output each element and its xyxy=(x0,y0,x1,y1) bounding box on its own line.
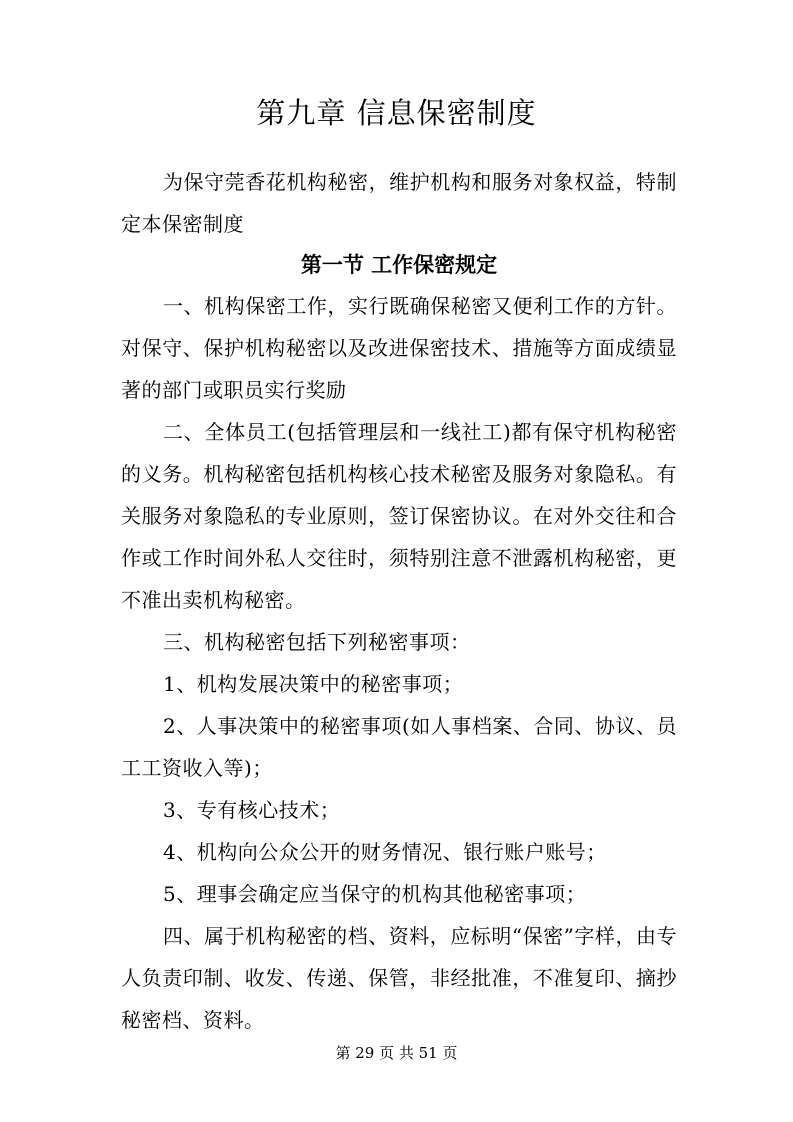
paragraph-2: 二、全体员工(包括管理层和一线社工)都有保守机构秘密的义务。机构秘密包括机构核心技术秘密及服务对象隐私。有关服务对象隐私的专业原则，签订保密协议。在对外交往和合作或工作时间外私人交往时，须特别注意不泄露机构秘密，更不准出卖机构秘密。 xyxy=(121,420,677,612)
paragraph-3: 三、机构秘密包括下列秘密事项： xyxy=(163,630,471,654)
list-item-5: 5、理事会确定应当保守的机构其他秘密事项； xyxy=(163,882,587,906)
list-item-2: 2、人事决策中的秘密事项(如人事档案、合同、协议、员工工资收入等)； xyxy=(121,714,677,780)
list-item-3: 3、专有核心技术； xyxy=(163,798,341,822)
document-body xyxy=(121,161,677,1041)
intro-paragraph: 为保守莞香花机构秘密，维护机构和服务对象权益，特制定本保密制度 xyxy=(121,170,677,236)
page-number-footer: 第 29 页 共 51 页 xyxy=(335,1044,458,1062)
paragraph-4: 四、属于机构秘密的档、资料，应标明“保密”字样，由专人负责印制、收发、传递、保管，非经批准，不准复印、摘抄秘密档、资料。 xyxy=(121,924,677,1032)
paragraph-1: 一、机构保密工作，实行既确保秘密又便利工作的方针。对保守、保护机构秘密以及改进保密技术、措施等方面成绩显著的部门或职员实行奖励 xyxy=(121,294,677,402)
chapter-title: 第九章 信息保密制度 xyxy=(256,96,537,130)
list-item-1: 1、机构发展决策中的秘密事项； xyxy=(163,672,464,696)
section-heading: 第一节 工作保密规定 xyxy=(300,252,498,277)
list-item-4: 4、机构向公众公开的财务情况、银行账户账号； xyxy=(163,840,607,864)
